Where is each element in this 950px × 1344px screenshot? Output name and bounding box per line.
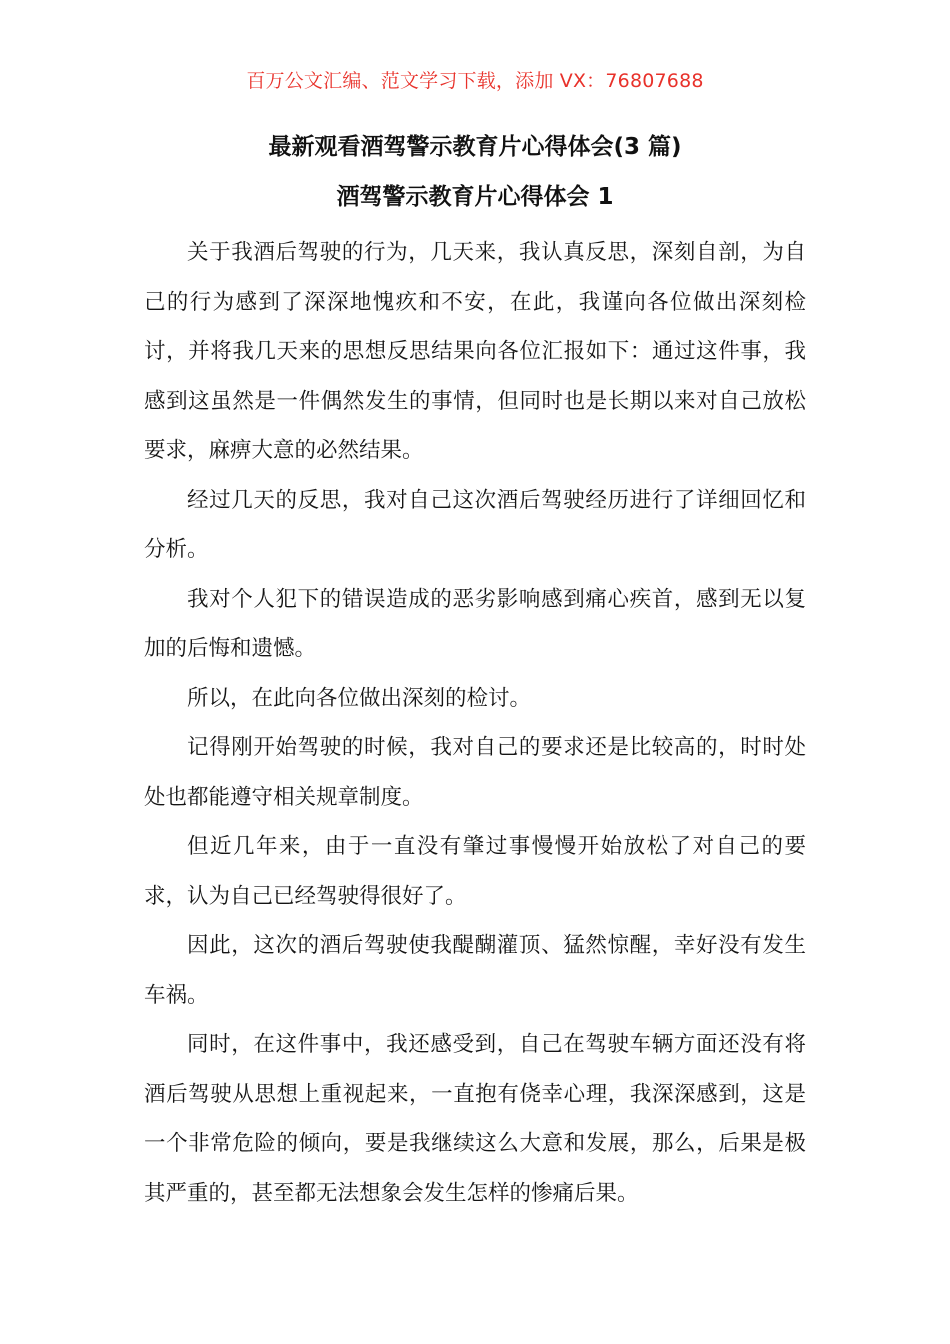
paragraph: 经过几天的反思，我对自己这次酒后驾驶经历进行了详细回忆和分析。 <box>144 487 806 562</box>
paragraph: 但近几年来，由于一直没有肇过事慢慢开始放松了对自己的要求，认为自己已经驾驶得很好了。 <box>144 834 806 909</box>
document-title: 最新观看酒驾警示教育片心得体会(3 篇) <box>268 134 682 160</box>
document-body <box>144 228 806 1218</box>
paragraph: 所以，在此向各位做出深刻的检讨。 <box>187 685 532 711</box>
document-subtitle: 酒驾警示教育片心得体会 1 <box>336 184 614 210</box>
paragraph: 因此，这次的酒后驾驶使我醍醐灌顶、猛然惊醒，幸好没有发生车祸。 <box>144 933 806 1008</box>
paragraph: 我对个人犯下的错误造成的恶劣影响感到痛心疾首，感到无以复加的后悔和遗憾。 <box>144 586 806 661</box>
paragraph: 关于我酒后驾驶的行为，几天来，我认真反思，深刻自剖，为自己的行为感到了深深地愧疚和不安，在此，我谨向各位做出深刻检讨，并将我几天来的思想反思结果向各位汇报如下：通过这件事，我感到这虽然是一件偶然发生的事情，但同时也是长期以来对自己放松要求，麻痹大意的必然结果。 <box>144 240 806 463</box>
paragraph: 记得刚开始驾驶的时候，我对自己的要求还是比较高的，时时处处也都能遵守相关规章制度。 <box>144 735 806 810</box>
paragraph: 同时，在这件事中，我还感受到，自己在驾驶车辆方面还没有将酒后驾驶从思想上重视起来，一直抱有侥幸心理，我深深感到，这是一个非常危险的倾向，要是我继续这么大意和发展，那么，后果是极其严重的，甚至都无法想象会发生怎样的惨痛后果。 <box>144 1032 806 1206</box>
header-promo-note: 百万公文汇编、范文学习下载，添加 VX：76807688 <box>246 70 704 92</box>
